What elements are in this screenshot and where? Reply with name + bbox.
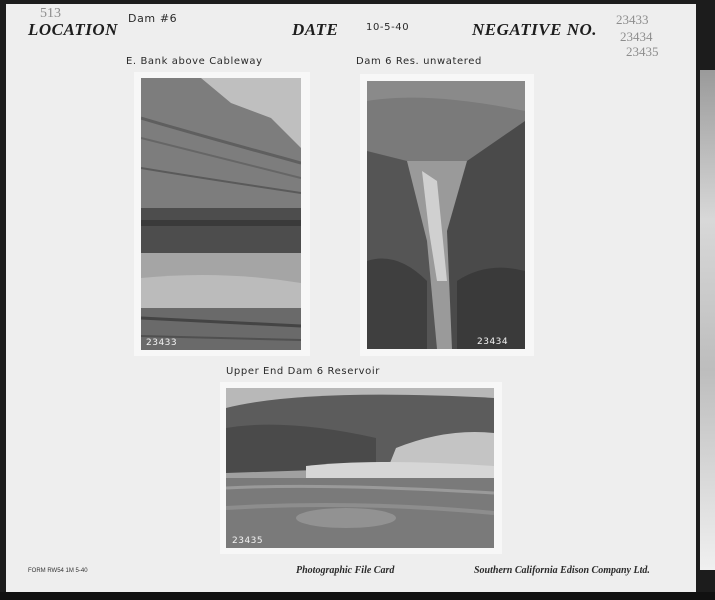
photo-caption-1: E. Bank above Cableway: [126, 56, 263, 67]
negative-number-1: 23433: [616, 12, 649, 27]
background-edge: [700, 70, 715, 570]
negative-number-3: 23435: [626, 44, 659, 59]
location-label: LOCATION: [28, 20, 118, 39]
date-label: DATE: [292, 20, 339, 39]
location-value: Dam #6: [128, 12, 178, 25]
photographic-file-card: [6, 4, 696, 592]
photo-upper-reservoir: [226, 388, 494, 548]
photo-caption-3: Upper End Dam 6 Reservoir: [226, 366, 380, 377]
company-name: Southern California Edison Company Ltd.: [474, 565, 650, 576]
negative-number-2: 23434: [620, 29, 653, 44]
photo-canyon-reservoir: [367, 81, 525, 349]
photo-negative-label-1: 23433: [146, 338, 178, 348]
card-number: 513: [40, 6, 61, 21]
photo-cliff-bank: [141, 78, 301, 350]
form-code: FORM RW54 1M 5-40: [28, 568, 88, 574]
photo-negative-label-2: 23434: [477, 337, 509, 347]
background-bottom: [0, 592, 715, 600]
card-title: Photographic File Card: [296, 565, 395, 576]
photo-caption-2: Dam 6 Res. unwatered: [356, 56, 482, 67]
date-value: 10-5-40: [366, 22, 410, 33]
negative-label: NEGATIVE NO.: [472, 20, 598, 39]
photo-negative-label-3: 23435: [232, 536, 264, 546]
